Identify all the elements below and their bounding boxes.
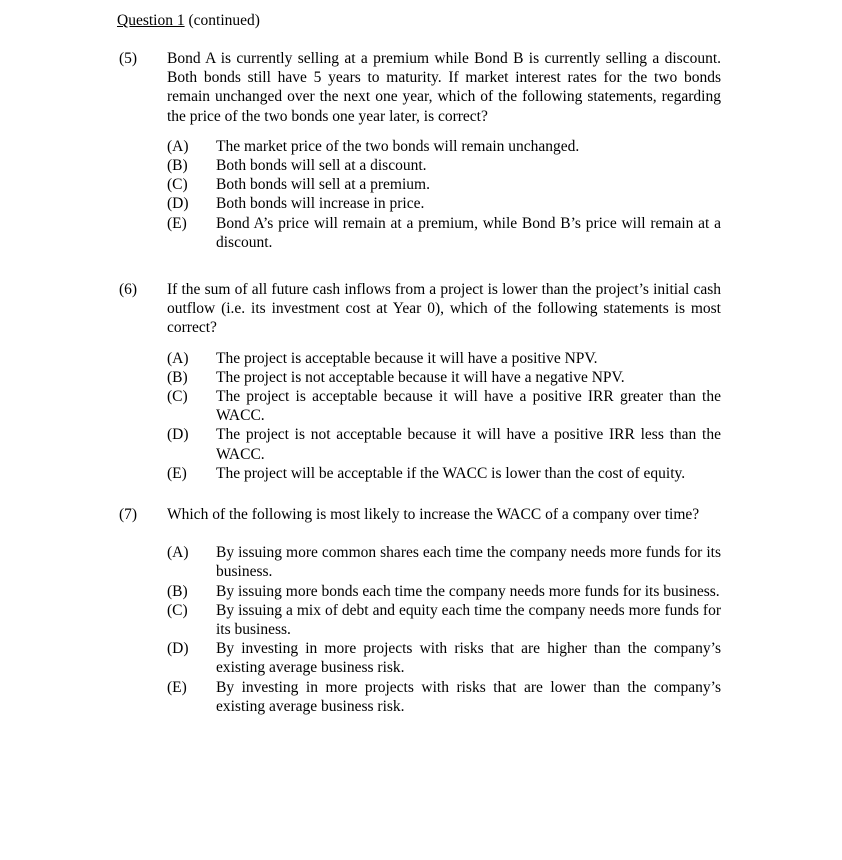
option-c [167, 601, 721, 639]
option-b [167, 368, 721, 387]
header-question-label: Question 1 [117, 12, 185, 29]
option-letter: (C) [167, 176, 188, 194]
option-letter: (D) [167, 426, 189, 444]
option-text: By investing in more projects with risks that are higher than the company’s existing average business risk. [216, 640, 721, 677]
option-letter: (A) [167, 544, 189, 562]
option-c [167, 175, 721, 194]
option-text: The market price of the two bonds will remain unchanged. [216, 137, 580, 155]
option-text: By issuing a mix of debt and equity each time the company needs more funds for its business. [216, 601, 721, 639]
option-text: The project will be acceptable if the WACC is lower than the cost of equity. [216, 464, 686, 482]
option-letter: (A) [167, 349, 189, 367]
question-text: Bond A is currently selling at a premium while Bond B is currently selling a discount. Both bonds still have 5 years to maturity. If market interest rates for the two bonds remain unchanged over the next one year, which of the following statements, regarding the price of the two bonds one year later, is correct? [167, 50, 721, 125]
option-letter: (B) [167, 157, 188, 175]
option-list [167, 137, 721, 252]
option-list [167, 543, 721, 716]
option-letter: (D) [167, 640, 189, 658]
option-b [167, 582, 721, 601]
option-list [167, 349, 721, 483]
option-letter: (E) [167, 678, 187, 696]
option-letter: (B) [167, 582, 188, 600]
question-number: (7) [119, 506, 138, 523]
option-text: The project is not acceptable because it will have a positive IRR less than the WACC. [216, 426, 721, 463]
option-text: The project is not acceptable because it will have a negative NPV. [216, 368, 625, 386]
question-text: Which of the following is most likely to increase the WACC of a company over time? [167, 506, 700, 523]
option-c [167, 387, 721, 425]
option-text: The project is acceptable because it will have a positive IRR greater than the WACC. [216, 388, 721, 425]
option-e [167, 678, 721, 716]
option-letter: (D) [167, 195, 189, 213]
option-text: Both bonds will sell at a discount. [216, 157, 427, 175]
option-b [167, 156, 721, 175]
option-letter: (A) [167, 137, 189, 155]
option-text: The project is acceptable because it will have a positive NPV. [216, 349, 598, 367]
question-number: (6) [119, 281, 138, 298]
option-text: Both bonds will sell at a premium. [216, 176, 430, 194]
option-text: Both bonds will increase in price. [216, 195, 425, 213]
option-letter: (B) [167, 368, 188, 386]
option-letter: (E) [167, 464, 187, 482]
option-d [167, 194, 721, 213]
question-text: If the sum of all future cash inflows from a project is lower than the project’s initial cash outflow (i.e. its investment cost at Year 0), which of the following statements is most correct? [167, 281, 721, 337]
option-letter: (E) [167, 214, 187, 232]
question-7 [117, 505, 721, 716]
option-e [167, 214, 721, 252]
question-number: (5) [119, 50, 138, 67]
option-d [167, 639, 721, 677]
option-e [167, 464, 721, 483]
option-text: By issuing more common shares each time the company needs more funds for its business. [216, 544, 721, 581]
option-a [167, 137, 721, 156]
option-text: By investing in more projects with risks that are lower than the company’s existing average business risk. [216, 678, 721, 715]
option-letter: (C) [167, 601, 188, 619]
header-continued: (continued) [184, 12, 260, 29]
option-d [167, 425, 721, 463]
page-header [117, 11, 260, 30]
question-5 [117, 49, 721, 252]
option-text: Bond A’s price will remain at a premium, while Bond B’s price will remain at a discount. [216, 214, 721, 251]
question-6 [117, 280, 721, 483]
option-a [167, 543, 721, 581]
option-a [167, 349, 721, 368]
option-letter: (C) [167, 388, 188, 406]
option-text: By issuing more bonds each time the company needs more funds for its business. [216, 582, 720, 600]
